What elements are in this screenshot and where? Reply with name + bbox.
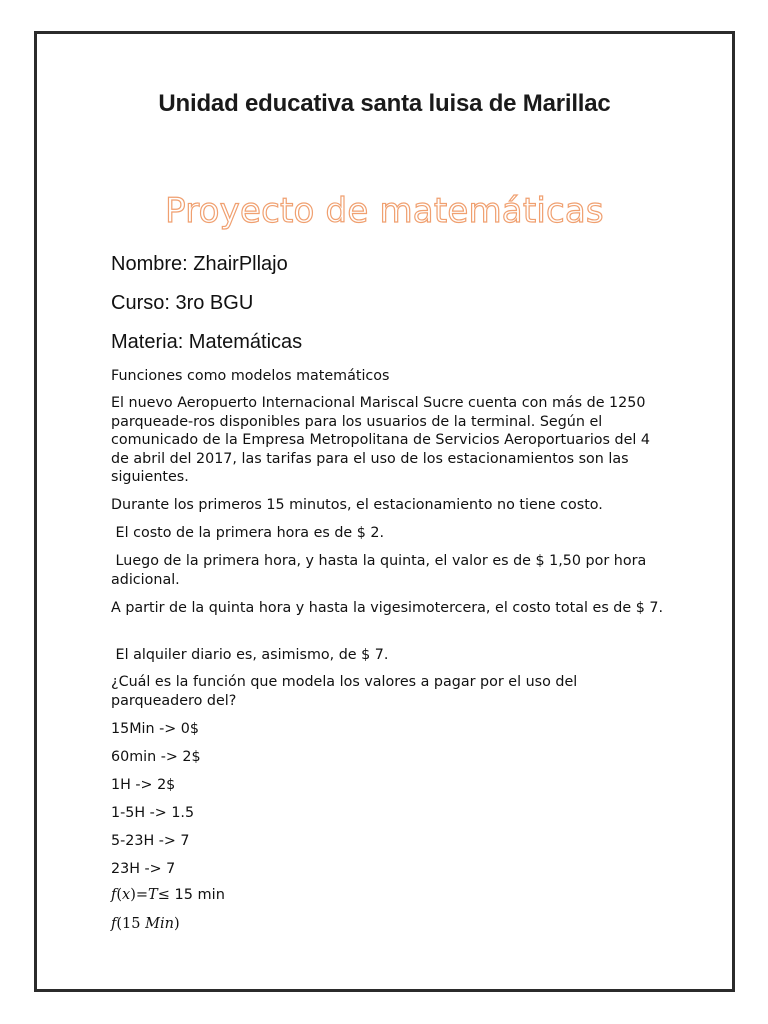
formula-2-unit: Min: [145, 916, 174, 932]
formula-1-var: T: [148, 887, 158, 903]
rule-1: Durante los primeros 15 minutos, el estacionamiento no tiene costo.: [111, 497, 603, 513]
list-item: 15Min -> 0$: [111, 721, 199, 737]
topic-heading: Funciones como modelos matemáticos: [111, 368, 390, 384]
intro-paragraph: El nuevo Aeropuerto Internacional Mariscal Sucre cuenta con más de 1250 parqueade-ros disponibles para los usuarios de la terminal. Según el comunicado de la Empresa Metropolitana de Servicios Aeroportuarios del 4 de abril del 2017, las tarifas para el uso de los estacionamientos son las siguientes.: [111, 395, 651, 485]
page-frame: [34, 31, 735, 992]
formula-1: f(x)=T≤ 15 min: [111, 887, 225, 903]
rule-5: El alquiler diario es, asimismo, de $ 7.: [111, 647, 389, 663]
formula-1-fn: f: [111, 887, 117, 903]
formula-2-num: 15: [122, 916, 141, 932]
formula-2-fn: f: [111, 916, 117, 932]
rule-4: A partir de la quinta hora y hasta la vigesimotercera, el costo total es de $ 7.: [111, 600, 664, 616]
formula-2: f(15 Min): [111, 916, 180, 932]
list-item: 1H -> 2$: [111, 777, 176, 793]
list-item: 5-23H -> 7: [111, 833, 190, 849]
formula-1-arg: x: [122, 887, 131, 903]
student-name: Nombre: ZhairPllajo: [111, 253, 288, 275]
project-title: Proyecto de matemáticas: [165, 191, 604, 231]
course: Curso: 3ro BGU: [111, 292, 254, 314]
rule-2: El costo de la primera hora es de $ 2.: [111, 525, 385, 541]
list-item: 23H -> 7: [111, 861, 176, 877]
question: ¿Cuál es la función que modela los valores a pagar por el uso del parqueadero del?: [111, 674, 578, 709]
list-item: 1-5H -> 1.5: [111, 805, 195, 821]
rule-3: Luego de la primera hora, y hasta la quinta, el valor es de $ 1,50 por hora adicional.: [111, 553, 651, 588]
subject: Materia: Matemáticas: [111, 331, 303, 353]
school-title: Unidad educativa santa luisa de Marillac: [158, 90, 611, 117]
formula-1-rhs: 15 min: [169, 887, 225, 903]
list-item: 60min -> 2$: [111, 749, 201, 765]
